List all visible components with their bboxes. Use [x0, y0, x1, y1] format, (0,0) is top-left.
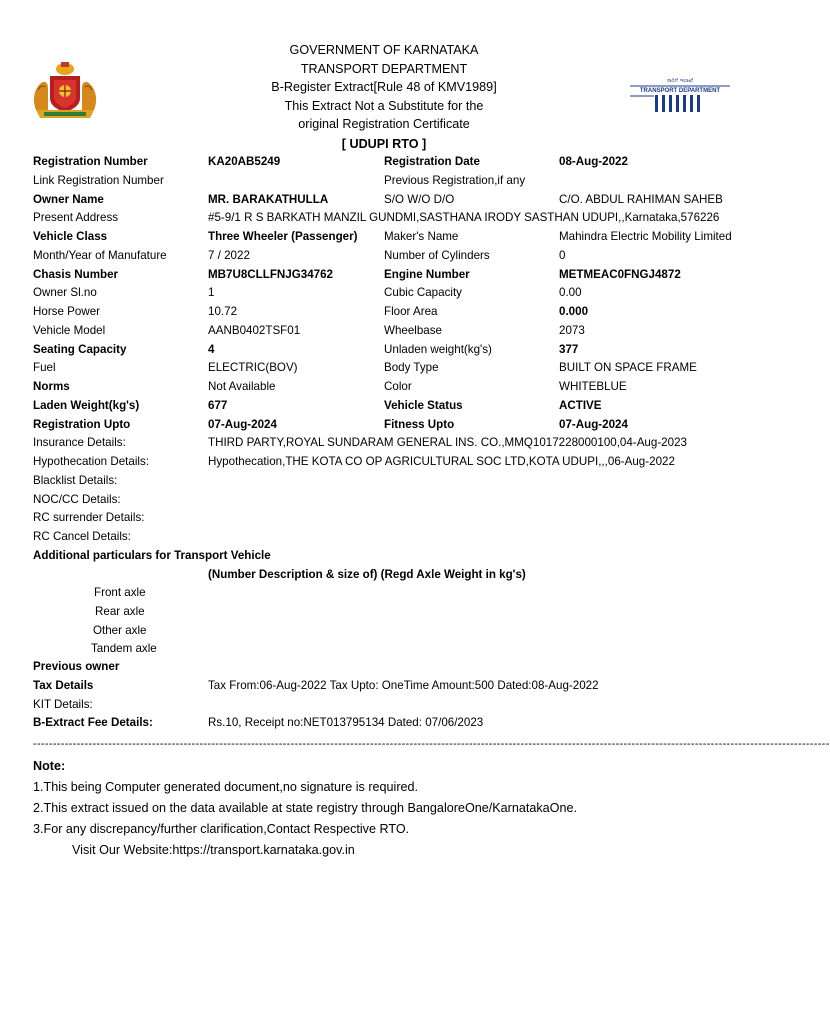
table-row — [0, 228, 768, 246]
field-value: 0 — [559, 248, 566, 262]
notes-title: Note: — [33, 759, 66, 773]
field-label: Vehicle Status — [384, 398, 463, 412]
transport-logo-text: TRANSPORT DEPARTMENT — [639, 88, 721, 94]
field-label: Fuel — [33, 361, 56, 375]
field-label: Link Registration Number — [33, 173, 164, 187]
header-extract-title: B-Register Extract[Rule 48 of KMV1989] — [271, 80, 497, 95]
field-label: Wheelbase — [384, 323, 443, 337]
field-value: THIRD PARTY,ROYAL SUNDARAM GENERAL INS. CO.,MMQ1017228000100,04-Aug-2023 — [208, 436, 687, 450]
table-row — [0, 284, 768, 302]
field-label: Registration Date — [384, 155, 480, 168]
field-label: Unladen weight(kg's) — [384, 342, 492, 356]
table-row — [0, 509, 768, 527]
field-value: (Number Description & size of) (Regd Axle Weight in kg's) — [208, 567, 526, 581]
table-row — [0, 416, 768, 434]
table-row — [0, 528, 768, 546]
table-row — [0, 491, 768, 509]
field-value: 10.72 — [208, 305, 238, 318]
table-row — [0, 677, 768, 695]
field-label: Vehicle Model — [33, 323, 106, 337]
field-label: Insurance Details: — [33, 436, 126, 450]
table-row — [0, 566, 768, 584]
website-link[interactable]: Visit Our Website:https://transport.karnataka.gov.in — [72, 843, 355, 857]
table-row — [0, 472, 768, 490]
header-department: TRANSPORT DEPARTMENT — [300, 61, 468, 76]
axle-label: Other axle — [93, 623, 147, 637]
transport-logo-kannada: ಸಾರಿಗೆ ಇಲಾಖೆ — [666, 78, 694, 84]
table-row — [0, 266, 768, 284]
table-row — [0, 303, 768, 321]
field-value: Hypothecation,THE KOTA CO OP AGRICULTURAL SOC LTD,KOTA UDUPI,,,06-Aug-2022 — [208, 455, 675, 468]
field-value: 07-Aug-2024 — [559, 417, 628, 431]
table-row — [0, 397, 768, 415]
field-label: Chasis Number — [33, 267, 119, 281]
field-value: 07-Aug-2024 — [208, 417, 277, 431]
notes-section — [33, 756, 577, 861]
axle-label: Rear axle — [95, 604, 145, 618]
document-header — [0, 41, 768, 154]
field-value: METMEAC0FNGJ4872 — [559, 267, 681, 281]
note-item: 2.This extract issued on the data available at state registry through BangaloreOne/KarnatakaOne. — [33, 801, 577, 815]
field-label: Engine Number — [384, 267, 470, 281]
field-value: 2073 — [559, 323, 585, 337]
table-row — [0, 341, 768, 359]
field-label: Registration Number — [33, 155, 148, 168]
table-row — [0, 153, 768, 171]
field-value: MB7U8CLLFNJG34762 — [208, 267, 333, 281]
field-label: Additional particulars for Transport Vehicle — [33, 548, 271, 562]
field-label: Seating Capacity — [33, 342, 127, 356]
field-value: Tax From:06-Aug-2022 Tax Upto: OneTime Amount:500 Dated:08-Aug-2022 — [208, 678, 599, 692]
field-label: Previous Registration,if any — [384, 173, 526, 187]
axle-label: Front axle — [94, 586, 146, 599]
field-value: WHITEBLUE — [559, 380, 627, 393]
field-value: 1 — [208, 286, 215, 300]
separator-line: --------------------------------------------------------------------------------------------------------------------------------------------------------------------------------------------------------- — [33, 738, 830, 750]
field-value: #5-9/1 R S BARKATH MANZIL GUNDMI,SASTHANA IRODY SASTHAN UDUPI,,Karnataka,576226 — [208, 211, 720, 225]
field-value: Not Available — [208, 380, 276, 393]
table-row — [0, 191, 768, 209]
field-label: B-Extract Fee Details: — [33, 716, 153, 730]
field-label: Month/Year of Manufature — [33, 248, 167, 262]
field-value: KA20AB5249 — [208, 155, 281, 168]
field-label: NOC/CC Details: — [33, 492, 121, 506]
header-disclaimer-2: original Registration Certificate — [298, 117, 470, 132]
field-label: S/O W/O D/O — [384, 192, 455, 206]
table-row — [0, 714, 768, 732]
field-value: ACTIVE — [559, 398, 602, 412]
table-row — [0, 247, 768, 265]
field-value: MR. BARAKATHULLA — [208, 192, 329, 206]
field-label: RC Cancel Details: — [33, 530, 131, 543]
table-row — [0, 172, 768, 190]
field-label: Horse Power — [33, 305, 101, 318]
table-row — [0, 378, 768, 396]
table-row — [0, 453, 768, 471]
field-value: 0.000 — [559, 305, 589, 318]
field-label: Number of Cylinders — [384, 248, 490, 262]
field-value: 7 / 2022 — [208, 248, 250, 262]
field-value: 377 — [559, 342, 579, 356]
field-label: Body Type — [384, 361, 439, 375]
field-label: Floor Area — [384, 305, 438, 318]
header-disclaimer-1: This Extract Not a Substitute for the — [284, 98, 484, 113]
field-label: Owner Name — [33, 192, 104, 206]
note-item: 3.For any discrepancy/further clarification,Contact Respective RTO. — [33, 822, 410, 836]
table-row — [0, 322, 768, 340]
field-label: Tax Details — [33, 678, 94, 692]
field-label: Registration Upto — [33, 417, 131, 431]
field-label: Norms — [33, 380, 70, 393]
field-value: 4 — [208, 342, 215, 356]
table-row — [0, 658, 768, 676]
field-label: KIT Details: — [33, 697, 93, 711]
field-label: Vehicle Class — [33, 230, 108, 243]
field-label: Present Address — [33, 211, 119, 225]
field-value: 677 — [208, 398, 228, 412]
table-row — [0, 696, 768, 714]
field-value: BUILT ON SPACE FRAME — [559, 361, 697, 375]
table-row — [0, 209, 768, 227]
table-row — [0, 359, 768, 377]
field-label: Hypothecation Details: — [33, 455, 149, 468]
axle-label: Tandem axle — [91, 642, 157, 656]
field-label: Cubic Capacity — [384, 286, 462, 300]
header-government: GOVERNMENT OF KARNATAKA — [289, 43, 479, 57]
field-label: Owner Sl.no — [33, 286, 97, 300]
field-label: Laden Weight(kg's) — [33, 398, 140, 412]
field-value: Three Wheeler (Passenger) — [208, 230, 358, 243]
note-item: 1.This being Computer generated document,no signature is required. — [33, 780, 419, 794]
field-value: Rs.10, Receipt no:NET013795134 Dated: 07/06/2023 — [208, 716, 484, 730]
rto-name: [ UDUPI RTO ] — [341, 136, 427, 151]
field-value: Mahindra Electric Mobility Limited — [559, 230, 732, 243]
field-label: RC surrender Details: — [33, 511, 145, 525]
field-value: 0.00 — [559, 286, 582, 300]
field-label: Maker's Name — [384, 230, 459, 243]
field-label: Color — [384, 380, 412, 393]
field-label: Blacklist Details: — [33, 473, 118, 487]
field-value: 08-Aug-2022 — [559, 155, 628, 168]
table-row — [0, 434, 768, 452]
field-value: ELECTRIC(BOV) — [208, 361, 298, 375]
field-label: Fitness Upto — [384, 417, 455, 431]
field-value: AANB0402TSF01 — [208, 323, 301, 337]
table-row — [0, 547, 768, 565]
field-label: Previous owner — [33, 660, 120, 673]
field-value: C/O. ABDUL RAHIMAN SAHEB — [559, 192, 723, 206]
